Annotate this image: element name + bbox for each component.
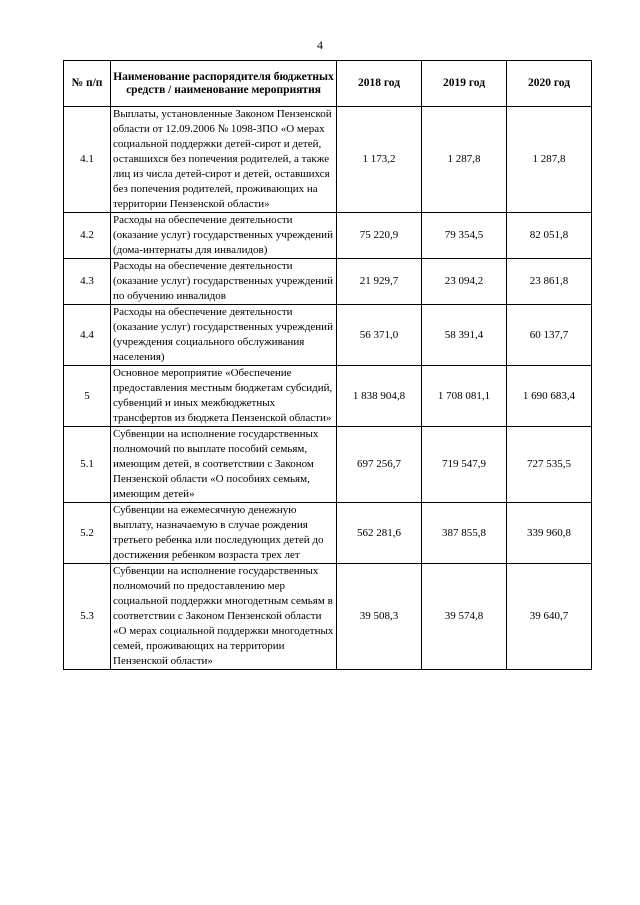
- row-name: Субвенции на исполнение государственных полномочий по выплате пособий семьям, имеющим детей, в соответствии с Законом Пензенской области «О пособиях семьям, имеющим детей»: [111, 427, 337, 503]
- value-2019: 58 391,4: [422, 305, 507, 366]
- header-num: № п/п: [64, 61, 111, 107]
- table-row: [64, 305, 592, 366]
- row-name: Расходы на обеспечение деятельности (оказание услуг) государственных учреждений по обучению инвалидов: [111, 259, 337, 305]
- row-number: 4.2: [64, 213, 111, 259]
- table-row: [64, 107, 592, 213]
- table-row: [64, 427, 592, 503]
- row-name: Расходы на обеспечение деятельности (оказание услуг) государственных учреждений (учреждения социального обслуживания населения): [111, 305, 337, 366]
- row-number: 4.1: [64, 107, 111, 213]
- table-row: [64, 503, 592, 564]
- row-name: Расходы на обеспечение деятельности (оказание услуг) государственных учреждений (дома-интернаты для инвалидов): [111, 213, 337, 259]
- header-name: Наименование распорядителя бюджетных средств / наименование мероприятия: [111, 61, 337, 107]
- table-row: [64, 259, 592, 305]
- value-2019: 39 574,8: [422, 564, 507, 670]
- value-2020: 339 960,8: [507, 503, 592, 564]
- row-name: Основное мероприятие «Обеспечение предоставления местным бюджетам субсидий, субвенций и иных межбюджетных трансфертов из бюджета Пензенской области»: [111, 366, 337, 427]
- row-number: 4.3: [64, 259, 111, 305]
- row-number: 4.4: [64, 305, 111, 366]
- value-2018: 21 929,7: [337, 259, 422, 305]
- row-name: Субвенции на исполнение государственных полномочий по предоставлению мер социальной поддержки многодетным семьям в соответствии с Законом Пензенской области «О мерах социальной поддержки многодетных семей, проживающих на территории Пензенской области»: [111, 564, 337, 670]
- value-2019: 79 354,5: [422, 213, 507, 259]
- value-2018: 562 281,6: [337, 503, 422, 564]
- value-2020: 1 690 683,4: [507, 366, 592, 427]
- value-2018: 39 508,3: [337, 564, 422, 670]
- value-2018: 75 220,9: [337, 213, 422, 259]
- budget-table: [63, 60, 592, 670]
- row-number: 5.2: [64, 503, 111, 564]
- value-2020: 727 535,5: [507, 427, 592, 503]
- value-2018: 1 173,2: [337, 107, 422, 213]
- value-2019: 23 094,2: [422, 259, 507, 305]
- value-2018: 1 838 904,8: [337, 366, 422, 427]
- row-number: 5: [64, 366, 111, 427]
- row-number: 5.3: [64, 564, 111, 670]
- table-row: [64, 564, 592, 670]
- value-2019: 1 287,8: [422, 107, 507, 213]
- value-2020: 23 861,8: [507, 259, 592, 305]
- value-2018: 56 371,0: [337, 305, 422, 366]
- row-name: Субвенции на ежемесячную денежную выплату, назначаемую в случае рождения третьего ребенка или последующих детей до достижения ребенком возраста трех лет: [111, 503, 337, 564]
- header-2018: 2018 год: [337, 61, 422, 107]
- row-name: Выплаты, установленные Законом Пензенской области от 12.09.2006 № 1098-ЗПО «О мерах социальной поддержки детей-сирот и детей, оставшихся без попечения родителей, а также лиц из числа детей-сирот и детей, оставшихся без попечения родителей, проживающих на территории Пензенской области»: [111, 107, 337, 213]
- table-row: [64, 213, 592, 259]
- header-2020: 2020 год: [507, 61, 592, 107]
- page-number: 4: [317, 38, 323, 52]
- value-2018: 697 256,7: [337, 427, 422, 503]
- row-number: 5.1: [64, 427, 111, 503]
- value-2020: 39 640,7: [507, 564, 592, 670]
- table-row: [64, 366, 592, 427]
- value-2020: 60 137,7: [507, 305, 592, 366]
- value-2019: 719 547,9: [422, 427, 507, 503]
- table-header-row: [64, 61, 592, 107]
- value-2019: 387 855,8: [422, 503, 507, 564]
- value-2020: 82 051,8: [507, 213, 592, 259]
- value-2020: 1 287,8: [507, 107, 592, 213]
- header-2019: 2019 год: [422, 61, 507, 107]
- value-2019: 1 708 081,1: [422, 366, 507, 427]
